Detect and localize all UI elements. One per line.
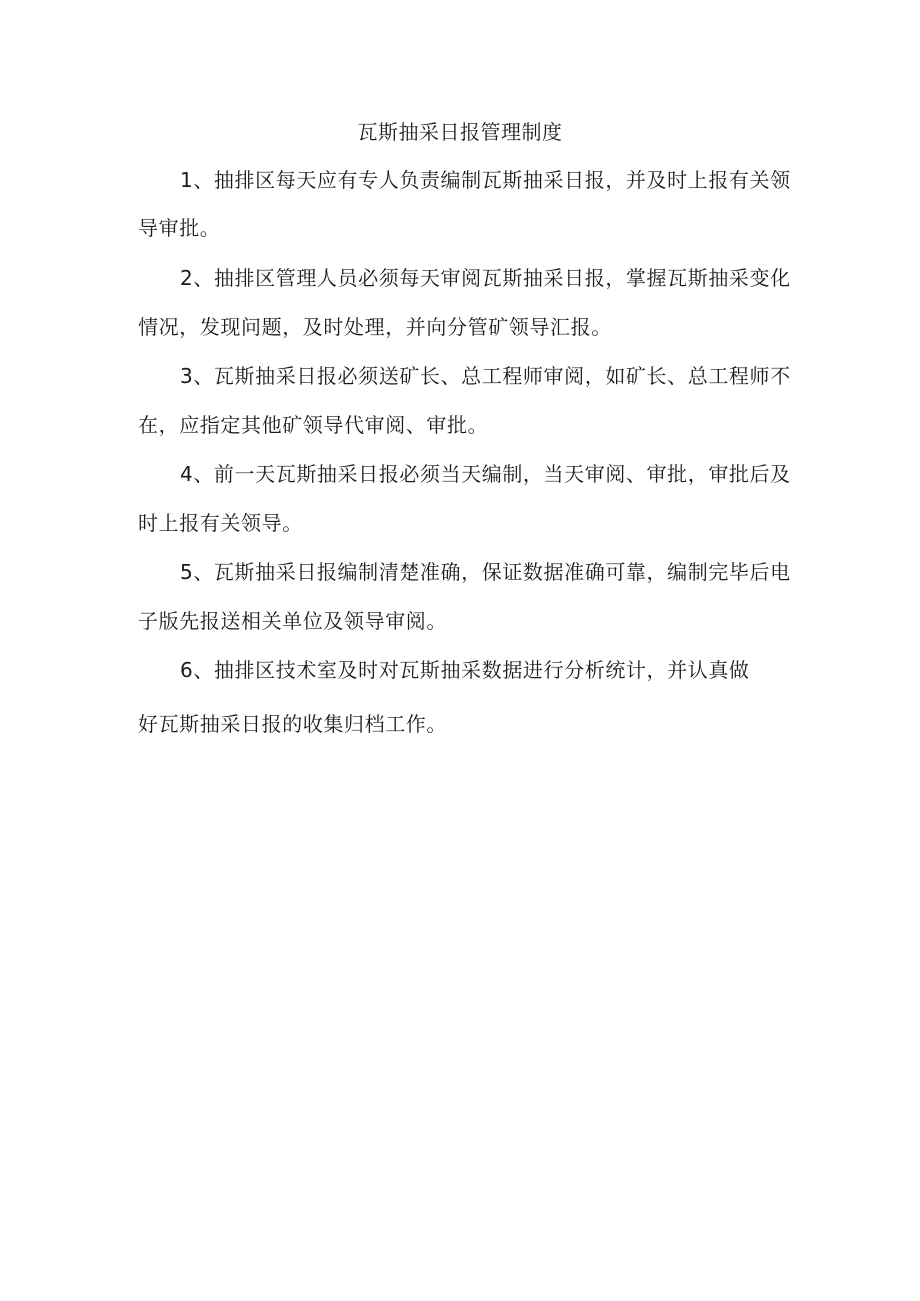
clause-3-line-1: 3、瓦斯抽采日报必须送矿长、总工程师审阅，如矿长、总工程师不 bbox=[180, 364, 791, 388]
document-title: 瓦斯抽采日报管理制度 bbox=[357, 120, 563, 144]
clause-2-line-2: 情况，发现问题，及时处理，并向分管矿领导汇报。 bbox=[138, 315, 612, 339]
clause-1-line-2: 导审批。 bbox=[138, 216, 221, 240]
clause-2-line-1: 2、抽排区管理人员必须每天审阅瓦斯抽采日报，掌握瓦斯抽采变化 bbox=[180, 266, 791, 290]
clause-1-line-1: 1、抽排区每天应有专人负责编制瓦斯抽采日报，并及时上报有关领 bbox=[180, 168, 791, 192]
clause-5-line-2: 子版先报送相关单位及领导审阅。 bbox=[138, 609, 447, 633]
clause-6-line-2: 好瓦斯抽采日报的收集归档工作。 bbox=[138, 712, 447, 736]
clause-6-line-1: 6、抽排区技术室及时对瓦斯抽采数据进行分析统计，并认真做 bbox=[180, 658, 750, 682]
clause-4-line-1: 4、前一天瓦斯抽采日报必须当天编制，当天审阅、审批，审批后及 bbox=[180, 462, 791, 486]
clause-3-line-2: 在，应指定其他矿领导代审阅、审批。 bbox=[138, 413, 489, 437]
clause-4-line-2: 时上报有关领导。 bbox=[138, 511, 303, 535]
clause-5-line-1: 5、瓦斯抽采日报编制清楚准确，保证数据准确可靠，编制完毕后电 bbox=[180, 560, 791, 584]
